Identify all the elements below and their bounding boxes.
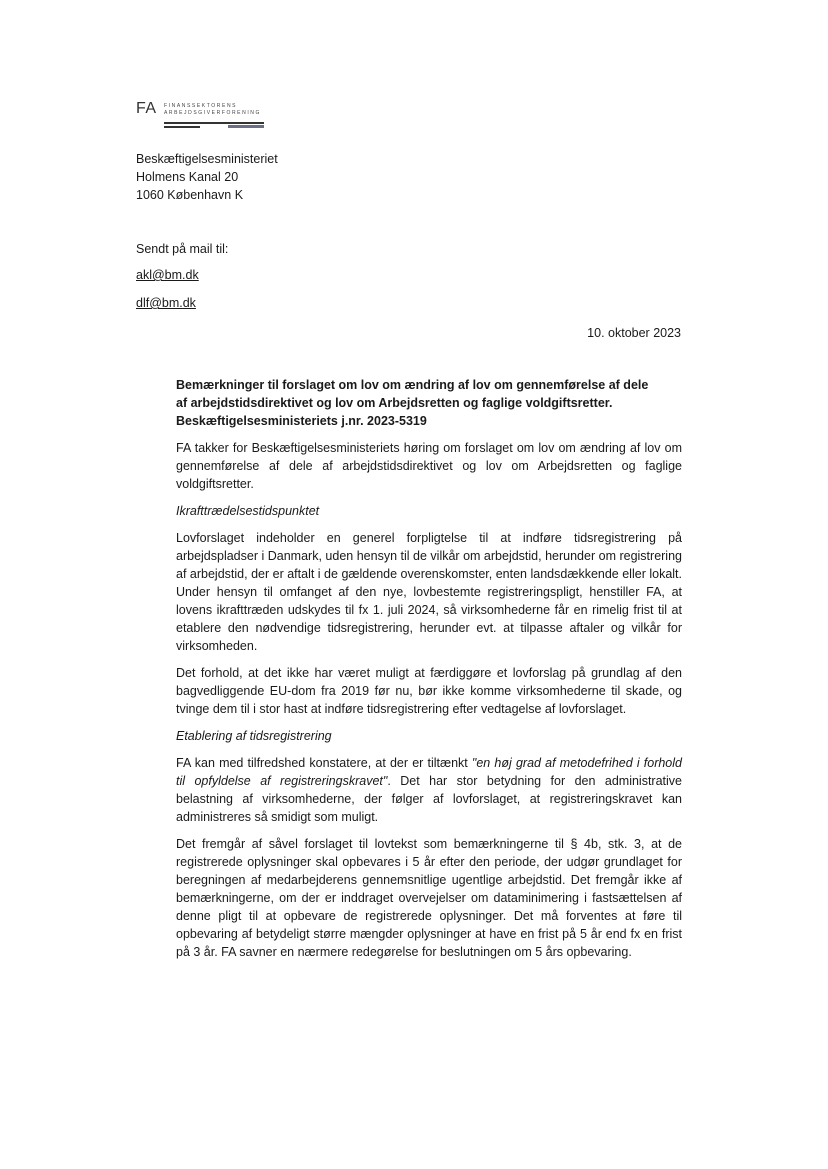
logo-line1: FINANSSEKTORENS: [164, 103, 238, 109]
section-heading: Etablering af tidsregistrering: [176, 729, 332, 743]
recipient-address: [136, 150, 278, 204]
paragraph-text: FA kan med tilfredshed konstatere, at der er tiltænkt: [176, 756, 472, 770]
quoted-text: "en høj grad af metodefrihed i forhold til opfyldelse af registreringskravet": [176, 756, 682, 788]
email-link-akl[interactable]: akl@bm.dk: [136, 268, 199, 282]
paragraph: Lovforslaget indeholder en generel forpligtelse til at indføre tidsregistrering på arbejdspladser i Danmark, uden hensyn til de vilkår om arbejdstid, herunder om registrering af arbejdstid, der er aftalt i de gældende overenskomster, enten landsdækkende eller lokalt. Under hensyn til omfanget af den nye, lovbestemte registreringspligt, henstiller FA, at lovens ikrafttræden udskydes til fx 1. juli 2024, så virksomhederne får en rimelig frist til at etablere den nødvendige tidsregistrering, herunder evt. at tilpasse aftaler og vilkår for virksomheden.: [176, 531, 682, 653]
recipient-name: Beskæftigelsesministeriet: [136, 152, 278, 166]
paragraph-text: . Det har stor betydning for den administrative belastning af virksomhederne, der følger af lovforslaget, at registreringskravet kan administreres så smidigt som muligt.: [176, 774, 682, 824]
recipient-city: 1060 København K: [136, 188, 244, 202]
letter-body: [176, 376, 682, 970]
email-link-dlf[interactable]: dlf@bm.dk: [136, 296, 196, 310]
fa-logo: [136, 100, 276, 134]
logo-bar: [164, 126, 200, 128]
letter-subject: [176, 376, 682, 430]
logo-bar: [164, 122, 264, 124]
intro-paragraph: FA takker for Beskæftigelsesministeriets høring om forslaget om lov om ændring af lov om gennemførelse af dele af arbejdstidsdirektivet og lov om Arbejdsretten og faglige voldgiftsretter.: [176, 441, 682, 491]
logo-bar-accent: [228, 125, 264, 128]
recipient-street: Holmens Kanal 20: [136, 170, 239, 184]
paragraph: Det forhold, at det ikke har været muligt at færdiggøre et lovforslag på grundlag af den bagvedliggende EU-dom fra 2019 før nu, bør ikke komme virksomhederne til skade, og tvinge dem til i stor hast at indføre tidsregistrering efter vedtagelse af lovforslaget.: [176, 666, 682, 716]
section-heading: Ikrafttrædelsestidspunktet: [176, 504, 320, 518]
paragraph: Det fremgår af såvel forslaget til lovtekst som bemærkningerne til § 4b, stk. 3, at de registrerede oplysninger skal opbevares i 5 år efter den periode, der udgør grundlaget for beregningen af medarbejderens gennemsnitlige ugentlige arbejdstid. Det fremgår ikke af bemærkningerne, om der er inddraget overvejelser om dataminimering i fastsættelsen af denne pligt til at opbevare de registrerede oplysninger. Det må forventes at føre til opbevaring af betydeligt større mængder oplysninger at have en frist på 5 år end fx en frist på 3 år. FA savner en nærmere redegørelse for beslutningen om 5 års opbevaring.: [176, 837, 682, 959]
subject-line: Beskæftigelsesministeriets j.nr. 2023-5319: [176, 414, 427, 428]
paragraph: [176, 754, 682, 826]
letter-date: 10. oktober 2023: [587, 326, 681, 340]
logo-mark: FA: [136, 100, 157, 117]
subject-line: Bemærkninger til forslaget om lov om ændring af lov om gennemførelse af dele: [176, 378, 649, 392]
subject-line: af arbejdstidsdirektivet og lov om Arbejdsretten og faglige voldgiftsretter.: [176, 396, 613, 410]
logo-line2: ARBEJDSGIVERFORENING: [164, 110, 262, 116]
sent-label: Sendt på mail til:: [136, 242, 229, 256]
